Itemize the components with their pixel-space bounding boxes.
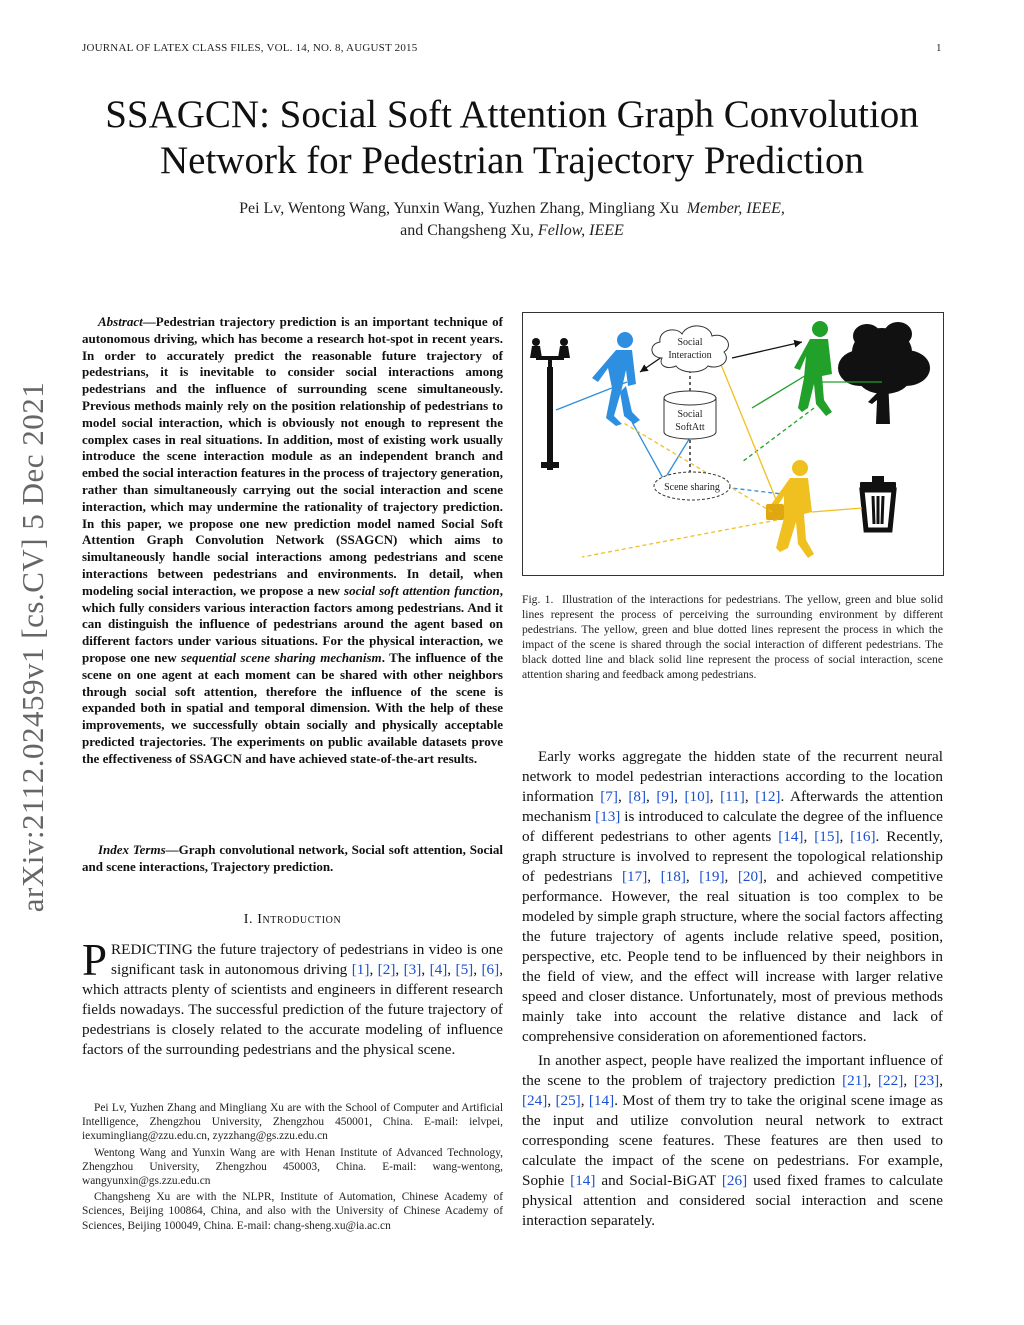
arxiv-stamp <box>15 362 50 932</box>
citation-link[interactable]: [18] <box>660 868 686 885</box>
section-heading <box>82 912 503 928</box>
body-text: . Recently, graph structure is involved to represent the topological relationship of pedestrians <box>522 828 944 885</box>
caption-text: Illustration of the interactions for pedestrians. The yellow, green and blue solid lines represent the process of perceiving the surrounding environment by different pedestrians. The yellow, green and blue dotted lines represent the process in which the impact of the scene is shared through the social interaction of different pedestrians. The black dotted line and black solid line represent the process of social interaction, scene attention sharing and feedback among pedestrians. <box>522 593 944 681</box>
right-column-body <box>522 747 943 1235</box>
affiliation-footnotes <box>82 1101 503 1235</box>
author-list <box>60 198 964 242</box>
citation-link[interactable]: [25] <box>555 1092 581 1109</box>
abstract-label: Abstract <box>98 314 143 329</box>
social-softatt-cylinder <box>664 391 716 439</box>
citation-link[interactable]: [8] <box>628 788 647 805</box>
body-text: Early works aggregate the hidden state of the recurrent neural network to model pedestrian interactions according to the location information <box>522 748 943 805</box>
citation-link[interactable]: [19] <box>699 868 725 885</box>
body-paragraph: In another aspect, people have realized the important influence of the scene to the problem of trajectory prediction [21], [22], [23], [24], [25], [14]. Most of them try to take the original scene image as the input and utilize convolution neural network to extract corresponding scene features. These features are then used to calculate the impact of the scene on pedestrians. For example, Sophie [14] and Social-BiGAT [26] used fixed frames to calculate physical attention and considered social interaction and scene interaction separately. <box>522 1052 944 1229</box>
body-paragraph: Early works aggregate the hidden state of the recurrent neural network to model pedestrian interactions according to the location information [7], [8], [9], [10], [11], [12]. Afterwards the attention mechanism [13] is introduced to calculate the degree of the influence of different pedestrians to other agents [14], [15], [16]. Recently, graph structure is involved to represent the topological relationship of pedestrians [17], [18], [19], [20], and achieved competitive performance. However, the real situation is too complex to be modeled by simple graph structure, where the social factors affecting the future trajectory of agents include relative speed, position, perspective, etc. People tend to be influenced by their neighbors in the field of view, and the effect will increase with larger relative speed and closer distance. Unfortunately, most of previous methods mainly take into account the relative distance and lack of comprehensive consideration on aforementioned factors. <box>522 748 944 1045</box>
citation-link[interactable]: [5] <box>455 961 474 978</box>
index-terms <box>82 842 503 876</box>
footnote-2: Wentong Wang and Yunxin Wang are with Henan Institute of Advanced Technology, Zhengzhou University, Zhengzhou 450003, China. E-mail: wang-wentong, wangyunxin@gs.zzu.edu.cn <box>82 1146 503 1188</box>
section-title: Introduction <box>257 912 342 927</box>
running-header: JOURNAL OF LATEX CLASS FILES, VOL. 14, NO. 8, AUGUST 2015 <box>82 42 418 54</box>
caption-label: Fig. 1. <box>522 593 554 606</box>
footnote-3: Changsheng Xu are with the NLPR, Institute of Automation, Chinese Academy of Sciences, Beijing 100864, China, and also with the University of Chinese Academy of Sciences, Beijing 100049, China. E-mail: chang-sheng.xu@ia.ac.cn <box>82 1191 503 1232</box>
authors-role-2: Fellow, IEEE <box>537 222 624 239</box>
arxiv-id: arXiv:2112.02459v1 [cs.CV] 5 Dec 2021 <box>15 381 50 913</box>
abstract-text-2: , which fully considers various interaction factors among pedestrians. And it can distinguish the influence of pedestrians around the agent based on different factors under various situations. For the physical interaction, we propose one new <box>82 582 504 665</box>
figure-1-illustration <box>522 312 944 576</box>
citation-link[interactable]: [16] <box>850 828 876 845</box>
citation-link[interactable]: [26] <box>721 1172 748 1189</box>
index-terms-label: Index Terms <box>98 842 166 857</box>
section-number: I. <box>243 912 254 927</box>
authors-role-1: Member, IEEE, <box>686 200 785 217</box>
body-text: and Social-BiGAT <box>595 1172 722 1189</box>
citation-link[interactable]: [4] <box>429 961 448 978</box>
footnote-1: Pei Lv, Yuzhen Zhang and Mingliang Xu are with the School of Computer and Artificial Intelligence, Zhengzhou University, Zhengzhou 450001, China. E-mail: ielvpei, iexumingliang@zzu.edu.cn, zyzzhang@gs.zzu.edu.cn <box>82 1102 503 1143</box>
citation-link[interactable]: [7] <box>600 788 618 805</box>
intro-first-word: REDICTING <box>111 941 193 958</box>
citation-link[interactable]: [14] <box>778 828 804 845</box>
authors-line-2: and Changsheng Xu, <box>400 222 534 239</box>
citation-link[interactable]: [23] <box>913 1072 940 1089</box>
citation-link[interactable]: [3] <box>403 961 422 978</box>
scene-sharing-node <box>654 472 730 500</box>
cylinder-label-2: SoftAtt <box>675 422 705 433</box>
citation-link[interactable]: [20] <box>737 868 764 885</box>
paper-title <box>60 92 964 184</box>
authors-line-1: Pei Lv, Wentong Wang, Yunxin Wang, Yuzhen Zhang, Mingliang Xu <box>239 200 679 217</box>
citation-link[interactable]: [17] <box>621 868 648 885</box>
body-text: used fixed frames to calculate physical attention and considered social interaction and scene interaction separately. <box>522 1172 943 1229</box>
citation-link[interactable]: [1] <box>351 961 370 978</box>
body-text: In another aspect, people have realized the important influence of the scene to the problem of trajectory prediction <box>522 1052 943 1089</box>
citation-link[interactable]: [15] <box>814 828 840 845</box>
intro-text-1: the future trajectory of pedestrians in video is one significant task in autonomous driving <box>111 941 503 978</box>
citation-link[interactable]: [10] <box>684 788 710 805</box>
abstract-emph-2: sequential scene sharing mechanism <box>181 649 382 665</box>
cloud-label-2: Interaction <box>668 350 712 361</box>
body-text: . Most of them try to take the original scene image as the input and utilize convolution neural network to extract corresponding scene features. These features are then used to calculate the impact of the scene on pedestrians. For example, Sophie <box>522 1092 944 1189</box>
abstract-text-3: . The influence of the scene on one agent at each moment can be shared with other neighbors through social soft attention, therefore the influence of the scene is expanded both in spatial and temporal dimension. With the help of these improvements, we successfully obtain socially and physically acceptable predicted trajectories. The experiments on public available datasets prove the effectiveness of SSAGCN and have achieved state-of-the-art results. <box>82 649 504 766</box>
intro-paragraph: PREDICTING the future trajectory of pedestrians in video is one significant task in autonomous driving [1], [2], [3], [4], [5], [6], which attracts plenty of scientists and engineers in different research fields nowadays. The successful prediction of the future trajectory of pedestrians is closely related to the accurate modeling of influence factors of the surrounding pedestrians and the physical scene. <box>82 935 503 1058</box>
citation-link[interactable]: [13] <box>595 808 621 825</box>
citation-link[interactable]: [22] <box>878 1072 904 1089</box>
scene-sharing-label: Scene sharing <box>664 482 720 493</box>
citation-link[interactable]: [12] <box>755 788 781 805</box>
citation-link[interactable]: [2] <box>377 961 396 978</box>
body-text: . Afterwards the attention mechanism <box>522 788 944 825</box>
citation-link[interactable]: [14] <box>588 1092 615 1109</box>
citation-link[interactable]: [24] <box>522 1092 548 1109</box>
figure-1 <box>522 312 944 576</box>
trash-can-icon <box>860 476 896 530</box>
citation-link[interactable]: [9] <box>656 788 675 805</box>
citation-link[interactable]: [11] <box>720 788 745 805</box>
figure-caption <box>522 592 943 682</box>
body-text: , and achieved competitive performance. However, the real situation is too complex to be modeled by simple graph structure, where the social factors affecting the future trajectory of agents include relative speed, position, perspective, etc. People tend to be influenced by their neighbors in the field of view, and the effect will increase with larger relative speed and closer distance. Unfortunately, most of previous methods mainly take into account the relative distance and lack of comprehensive consideration on aforementioned factors. <box>522 868 944 1045</box>
title-line-2: Network for Pedestrian Trajectory Prediction <box>159 139 865 182</box>
index-terms-text: —Graph convolutional network, Social soft attention, Social and scene interactions, Trajectory prediction. <box>82 842 503 874</box>
intro-text-2: , which attracts plenty of scientists and engineers in different research fields nowadays. The successful prediction of the future trajectory of pedestrians is closely related to the accurate modeling of influence factors of the surrounding pedestrians and the physical scene. <box>82 961 503 1058</box>
citation-link[interactable]: [6] <box>481 961 500 978</box>
abstract <box>82 314 503 768</box>
abstract-text-1: —Pedestrian trajectory prediction is an important technique of autonomous driving, which has become a research hot-spot in recent years. In order to accurately predict the reasonable future trajectory of pedestrians, it is inevitable to consider social interactions among pedestrians and the influence of surrounding scene simultaneously. Previous methods mainly rely on the position relationship of pedestrians to model social interaction, which is obviously not enough to represent the complex cases in real situations. In addition, most of existing work usually introduce the scene interaction module as an independent branch and embed the social interaction features in the process of trajectory generation, rather than simultaneously carrying out the social interaction and scene interaction, which may undermine the rationality of trajectory prediction. In this paper, we propose one new prediction model named Social Soft Attention Graph Convolution Network (SSAGCN) which aims to simultaneously handle social interactions among pedestrians and scene interactions between pedestrians and environments. In detail, when modeling social interaction, we propose a new <box>82 314 503 598</box>
title-line-1: SSAGCN: Social Soft Attention Graph Convolution <box>105 93 919 136</box>
abstract-emph-1: social soft attention function <box>344 582 500 598</box>
cylinder-label-1: Social <box>677 409 703 420</box>
citation-link[interactable]: [14] <box>570 1172 596 1189</box>
citation-link[interactable]: [21] <box>842 1072 868 1089</box>
page-number: 1 <box>936 42 942 54</box>
drop-cap: P <box>82 935 108 985</box>
cloud-label-1: Social <box>677 337 703 348</box>
body-text: is introduced to calculate the degree of the influence of different pedestrians to other agents <box>522 808 943 845</box>
